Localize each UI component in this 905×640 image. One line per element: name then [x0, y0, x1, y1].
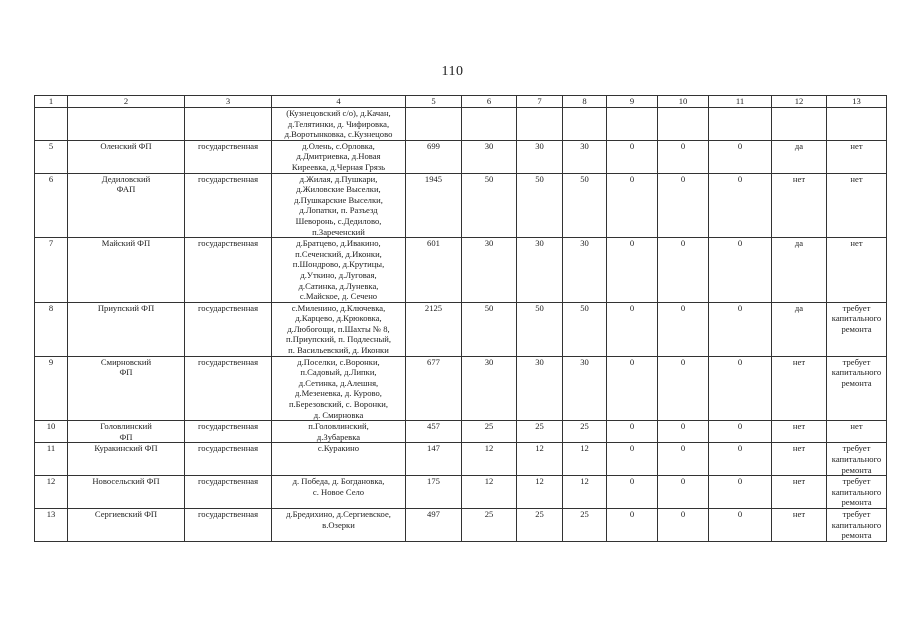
cell-col6: 12	[462, 443, 517, 476]
cell-settlements: с.Миленино, д.Ключевка, д.Карцево, д.Крюковка, д.Любогощи, п.Шахты № 8, п.Приупский, п. Подлесный, п. Васильевский, д. Иконки	[272, 302, 406, 356]
column-number: 9	[607, 96, 658, 108]
cell-col11: 0	[709, 421, 772, 443]
cell-col10: 0	[658, 508, 709, 541]
cell-col10: 0	[658, 421, 709, 443]
cell-col9: 0	[607, 302, 658, 356]
cell-facility-name: Смирновский ФП	[68, 356, 185, 421]
cell-population: 175	[406, 476, 462, 509]
cell-col12	[772, 108, 827, 141]
cell-col13	[827, 108, 887, 141]
cell-population	[406, 108, 462, 141]
table-row	[35, 302, 887, 356]
cell-number: 5	[35, 140, 68, 173]
table-row	[35, 140, 887, 173]
cell-settlements: д.Бредихино, д.Сергиевское, в.Озерки	[272, 508, 406, 541]
cell-col7: 30	[517, 140, 563, 173]
cell-col9: 0	[607, 356, 658, 421]
column-number: 7	[517, 96, 563, 108]
cell-col6: 30	[462, 140, 517, 173]
cell-col7: 50	[517, 173, 563, 238]
cell-col9: 0	[607, 173, 658, 238]
cell-col7: 50	[517, 302, 563, 356]
table-row	[35, 421, 887, 443]
cell-col8: 50	[563, 173, 607, 238]
cell-col6: 30	[462, 356, 517, 421]
column-number: 4	[272, 96, 406, 108]
cell-col13: нет	[827, 238, 887, 303]
cell-col9: 0	[607, 443, 658, 476]
column-number: 1	[35, 96, 68, 108]
cell-ownership: государственная	[185, 302, 272, 356]
cell-col12: да	[772, 302, 827, 356]
cell-facility-name: Новосельский ФП	[68, 476, 185, 509]
cell-population: 699	[406, 140, 462, 173]
cell-population: 457	[406, 421, 462, 443]
cell-col9: 0	[607, 476, 658, 509]
cell-col13: нет	[827, 421, 887, 443]
table-row	[35, 443, 887, 476]
cell-col7: 12	[517, 476, 563, 509]
cell-number: 9	[35, 356, 68, 421]
cell-col11: 0	[709, 443, 772, 476]
cell-col13: требует капитального ремонта	[827, 356, 887, 421]
cell-col11	[709, 108, 772, 141]
cell-ownership	[185, 108, 272, 141]
cell-ownership: государственная	[185, 476, 272, 509]
cell-population: 147	[406, 443, 462, 476]
cell-col13: требует капитального ремонта	[827, 302, 887, 356]
cell-col7: 30	[517, 238, 563, 303]
cell-facility-name: Майский ФП	[68, 238, 185, 303]
cell-col13: нет	[827, 173, 887, 238]
cell-col8: 25	[563, 508, 607, 541]
cell-col10: 0	[658, 302, 709, 356]
cell-col12: да	[772, 140, 827, 173]
cell-col8: 25	[563, 421, 607, 443]
cell-col6: 50	[462, 173, 517, 238]
cell-col8: 30	[563, 238, 607, 303]
column-number: 6	[462, 96, 517, 108]
cell-col11: 0	[709, 356, 772, 421]
cell-facility-name: Сергиевский ФП	[68, 508, 185, 541]
cell-settlements: п.Головлинский, д.Зубаревка	[272, 421, 406, 443]
column-number: 8	[563, 96, 607, 108]
cell-population: 1945	[406, 173, 462, 238]
cell-col9: 0	[607, 421, 658, 443]
table-row	[35, 108, 887, 141]
cell-col10	[658, 108, 709, 141]
column-number: 12	[772, 96, 827, 108]
table-row	[35, 173, 887, 238]
cell-col11: 0	[709, 508, 772, 541]
cell-col9: 0	[607, 238, 658, 303]
cell-settlements: с.Куракино	[272, 443, 406, 476]
cell-col11: 0	[709, 173, 772, 238]
cell-ownership: государственная	[185, 140, 272, 173]
cell-population: 601	[406, 238, 462, 303]
cell-ownership: государственная	[185, 443, 272, 476]
cell-number: 7	[35, 238, 68, 303]
cell-settlements: д. Победа, д. Богдановка, с. Новое Село	[272, 476, 406, 509]
table-row	[35, 238, 887, 303]
cell-settlements: (Кузнецовский с/о), д.Качан, д.Телятинки, д. Чифировка, д.Воротынковка, с.Кузнецово	[272, 108, 406, 141]
column-number-row	[35, 96, 887, 108]
cell-col9: 0	[607, 140, 658, 173]
cell-ownership: государственная	[185, 421, 272, 443]
column-number: 11	[709, 96, 772, 108]
cell-col6: 50	[462, 302, 517, 356]
cell-facility-name: Дедиловский ФАП	[68, 173, 185, 238]
cell-col10: 0	[658, 238, 709, 303]
table-row	[35, 508, 887, 541]
cell-col12: нет	[772, 173, 827, 238]
cell-col13: нет	[827, 140, 887, 173]
cell-number: 13	[35, 508, 68, 541]
cell-col9: 0	[607, 508, 658, 541]
cell-population: 2125	[406, 302, 462, 356]
cell-col8: 30	[563, 140, 607, 173]
cell-col7: 25	[517, 508, 563, 541]
cell-ownership: государственная	[185, 508, 272, 541]
cell-facility-name: Куракинский ФП	[68, 443, 185, 476]
cell-col8	[563, 108, 607, 141]
cell-col12: нет	[772, 508, 827, 541]
cell-population: 497	[406, 508, 462, 541]
cell-col8: 12	[563, 443, 607, 476]
cell-col6: 30	[462, 238, 517, 303]
cell-col10: 0	[658, 140, 709, 173]
column-number: 5	[406, 96, 462, 108]
cell-number: 10	[35, 421, 68, 443]
cell-ownership: государственная	[185, 356, 272, 421]
table-row	[35, 356, 887, 421]
column-number: 3	[185, 96, 272, 108]
cell-settlements: д.Жилая, д.Пушкари, д.Жиловские Выселки, д.Пушкарские Выселки, д.Лопатки, п. Разъезд Шеворонь, с.Дедилово, п.Зареченский	[272, 173, 406, 238]
cell-col6: 25	[462, 508, 517, 541]
cell-settlements: д.Поселки, с.Воронки, п.Садовый, д.Липки, д.Сетинка, д.Алешня, д.Мезеневка, д. Курово, п.Березовский, с. Воронки, д. Смирновка	[272, 356, 406, 421]
cell-settlements: д.Олень, с.Орловка, д.Дмитриевка, д.Новая Киреевка, д.Черная Грязь	[272, 140, 406, 173]
cell-number: 6	[35, 173, 68, 238]
cell-col13: требует капитального ремонта	[827, 508, 887, 541]
cell-col12: нет	[772, 356, 827, 421]
cell-number: 8	[35, 302, 68, 356]
cell-col6: 25	[462, 421, 517, 443]
cell-col8: 50	[563, 302, 607, 356]
cell-col11: 0	[709, 476, 772, 509]
cell-facility-name: Оленский ФП	[68, 140, 185, 173]
cell-facility-name: Приупский ФП	[68, 302, 185, 356]
cell-ownership: государственная	[185, 238, 272, 303]
cell-number: 11	[35, 443, 68, 476]
cell-col7	[517, 108, 563, 141]
cell-facility-name: Головлинский ФП	[68, 421, 185, 443]
cell-col11: 0	[709, 238, 772, 303]
cell-facility-name	[68, 108, 185, 141]
cell-col12: нет	[772, 421, 827, 443]
cell-settlements: д.Братцево, д.Ивакино, п.Сеченский, д.Иконки, п.Шондрово, д.Крутицы, д.Уткино, д.Луговая, д.Сатинка, д.Луневка, с.Майское, д. Сечено	[272, 238, 406, 303]
cell-col12: нет	[772, 476, 827, 509]
table-row	[35, 476, 887, 509]
column-number: 2	[68, 96, 185, 108]
cell-col7: 12	[517, 443, 563, 476]
cell-col8: 30	[563, 356, 607, 421]
cell-col9	[607, 108, 658, 141]
column-number: 10	[658, 96, 709, 108]
cell-col10: 0	[658, 443, 709, 476]
cell-col8: 12	[563, 476, 607, 509]
cell-col13: требует капитального ремонта	[827, 443, 887, 476]
cell-col7: 25	[517, 421, 563, 443]
column-number: 13	[827, 96, 887, 108]
cell-col7: 30	[517, 356, 563, 421]
cell-col10: 0	[658, 476, 709, 509]
cell-col6: 12	[462, 476, 517, 509]
cell-col11: 0	[709, 302, 772, 356]
cell-col11: 0	[709, 140, 772, 173]
page-number: 110	[441, 64, 464, 79]
facilities-table	[34, 95, 887, 542]
cell-ownership: государственная	[185, 173, 272, 238]
cell-col6	[462, 108, 517, 141]
cell-population: 677	[406, 356, 462, 421]
cell-number: 12	[35, 476, 68, 509]
cell-col12: да	[772, 238, 827, 303]
cell-col12: нет	[772, 443, 827, 476]
cell-col10: 0	[658, 173, 709, 238]
cell-col10: 0	[658, 356, 709, 421]
cell-number	[35, 108, 68, 141]
cell-col13: требует капитального ремонта	[827, 476, 887, 509]
